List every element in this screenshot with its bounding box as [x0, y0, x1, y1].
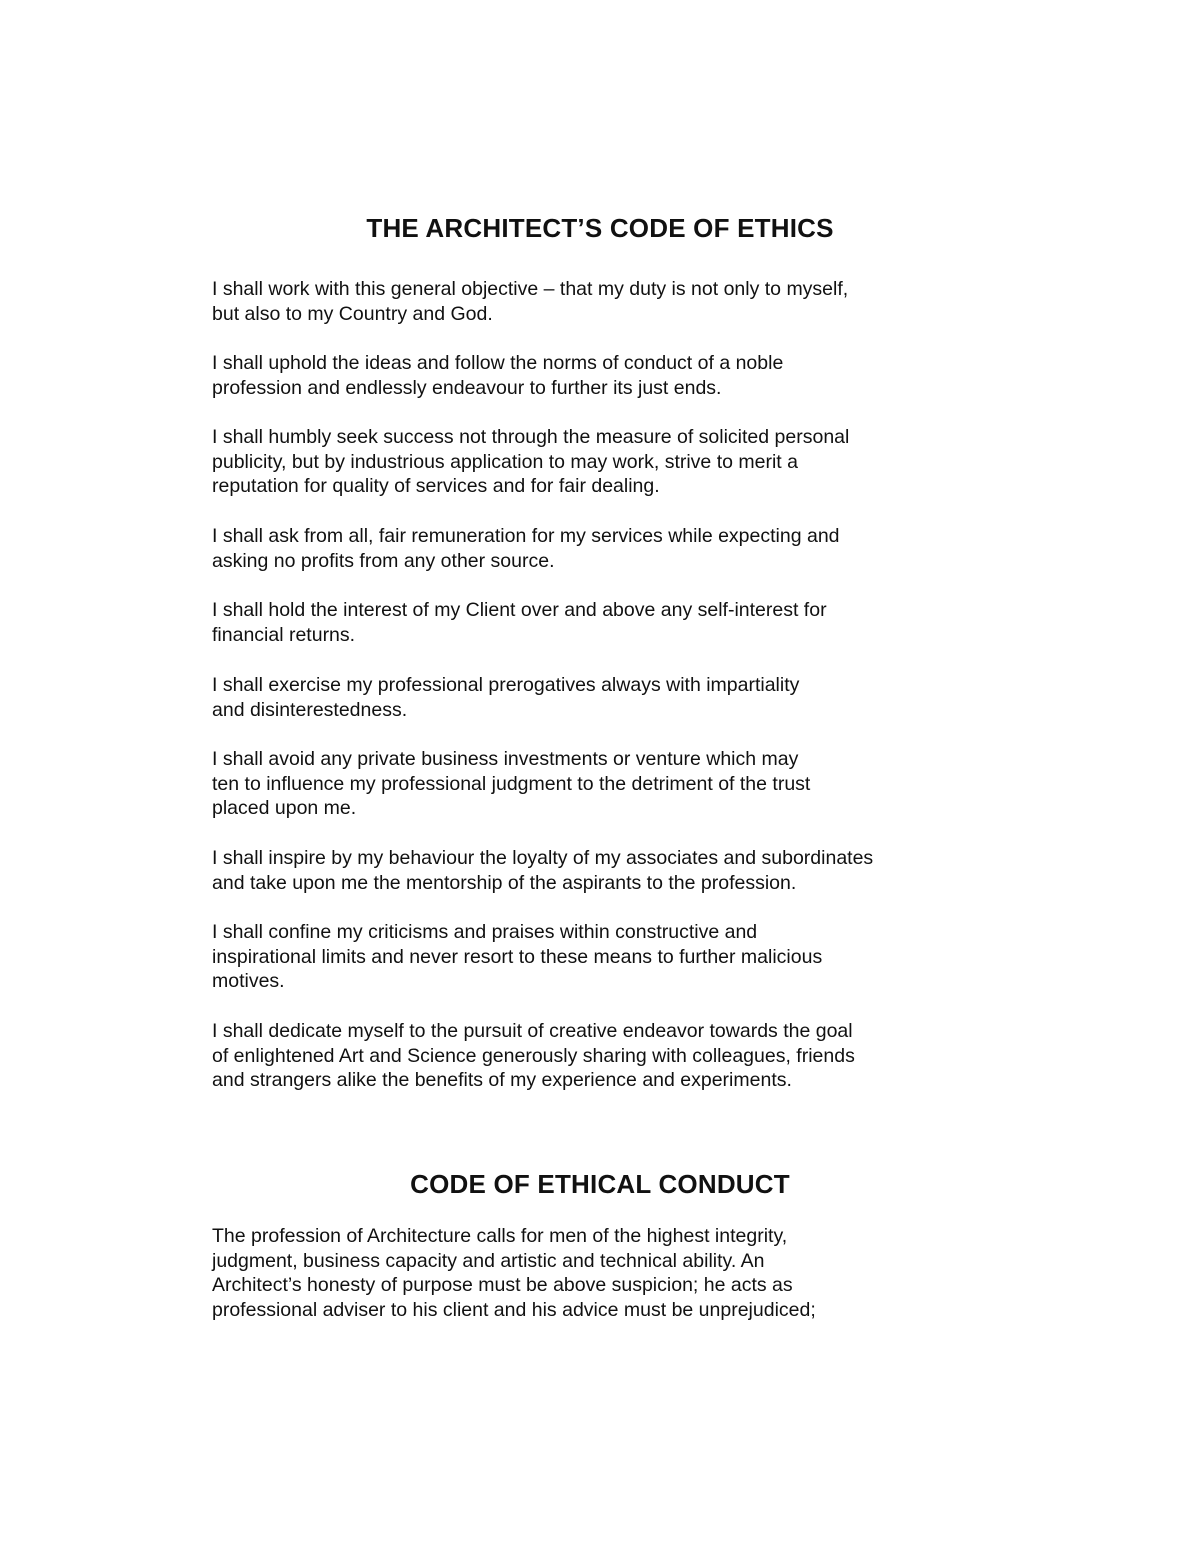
pledge-paragraph — [212, 747, 972, 821]
text-line: and take upon me the mentorship of the aspirants to the profession. — [212, 871, 797, 894]
pledge-paragraph — [212, 524, 972, 573]
pledge-paragraph — [212, 277, 972, 326]
text-line: of enlightened Art and Science generously sharing with colleagues, friends — [212, 1044, 855, 1067]
text-line: I shall avoid any private business investments or venture which may — [212, 748, 799, 770]
text-line: professional adviser to his client and his advice must be unprejudiced; — [212, 1298, 816, 1321]
text-line: financial returns. — [212, 623, 356, 646]
text-line: placed upon me. — [212, 797, 357, 820]
pledge-paragraph — [212, 351, 972, 400]
text-line: but also to my Country and God. — [212, 302, 493, 325]
text-line: I shall ask from all, fair remuneration for my services while expecting and — [212, 525, 840, 547]
text-line: The profession of Architecture calls for men of the highest integrity, — [212, 1225, 788, 1247]
pledge-paragraph — [212, 598, 972, 647]
text-line: I shall hold the interest of my Client over and above any self-interest for — [212, 599, 827, 621]
page-title: THE ARCHITECT’S CODE OF ETHICS — [366, 213, 834, 243]
text-line: publicity, but by industrious application to may work, strive to merit a — [212, 450, 798, 473]
text-line: I shall humbly seek success not through the measure of solicited personal — [212, 426, 850, 448]
text-line: reputation for quality of services and for fair dealing. — [212, 475, 660, 498]
text-line: I shall inspire by my behaviour the loyalty of my associates and subordinates — [212, 847, 874, 869]
text-line: and strangers alike the benefits of my experience and experiments. — [212, 1069, 792, 1092]
pledge-paragraph — [212, 673, 972, 722]
text-line: I shall confine my criticisms and praises within constructive and — [212, 921, 758, 943]
text-line: Architect’s honesty of purpose must be above suspicion; he acts as — [212, 1274, 793, 1297]
pledge-paragraph — [212, 1019, 972, 1093]
text-line: I shall work with this general objective – that my duty is not only to myself, — [212, 278, 849, 300]
pledge-paragraph — [212, 920, 972, 994]
text-line: I shall dedicate myself to the pursuit of creative endeavor towards the goal — [212, 1020, 853, 1042]
text-line: asking no profits from any other source. — [212, 549, 555, 572]
pledge-paragraph — [212, 425, 972, 499]
text-line: motives. — [212, 970, 285, 993]
section-title: CODE OF ETHICAL CONDUCT — [410, 1169, 790, 1199]
text-line: judgment, business capacity and artistic and technical ability. An — [212, 1249, 765, 1272]
text-line: and disinterestedness. — [212, 698, 408, 721]
text-line: I shall uphold the ideas and follow the norms of conduct of a noble — [212, 352, 784, 374]
text-line: ten to influence my professional judgment to the detriment of the trust — [212, 772, 811, 795]
pledge-paragraph — [212, 846, 972, 895]
text-line: inspirational limits and never resort to these means to further malicious — [212, 945, 823, 968]
text-line: profession and endlessly endeavour to further its just ends. — [212, 376, 722, 399]
text-line: I shall exercise my professional prerogatives always with impartiality — [212, 674, 800, 696]
conduct-paragraph — [212, 1224, 972, 1322]
